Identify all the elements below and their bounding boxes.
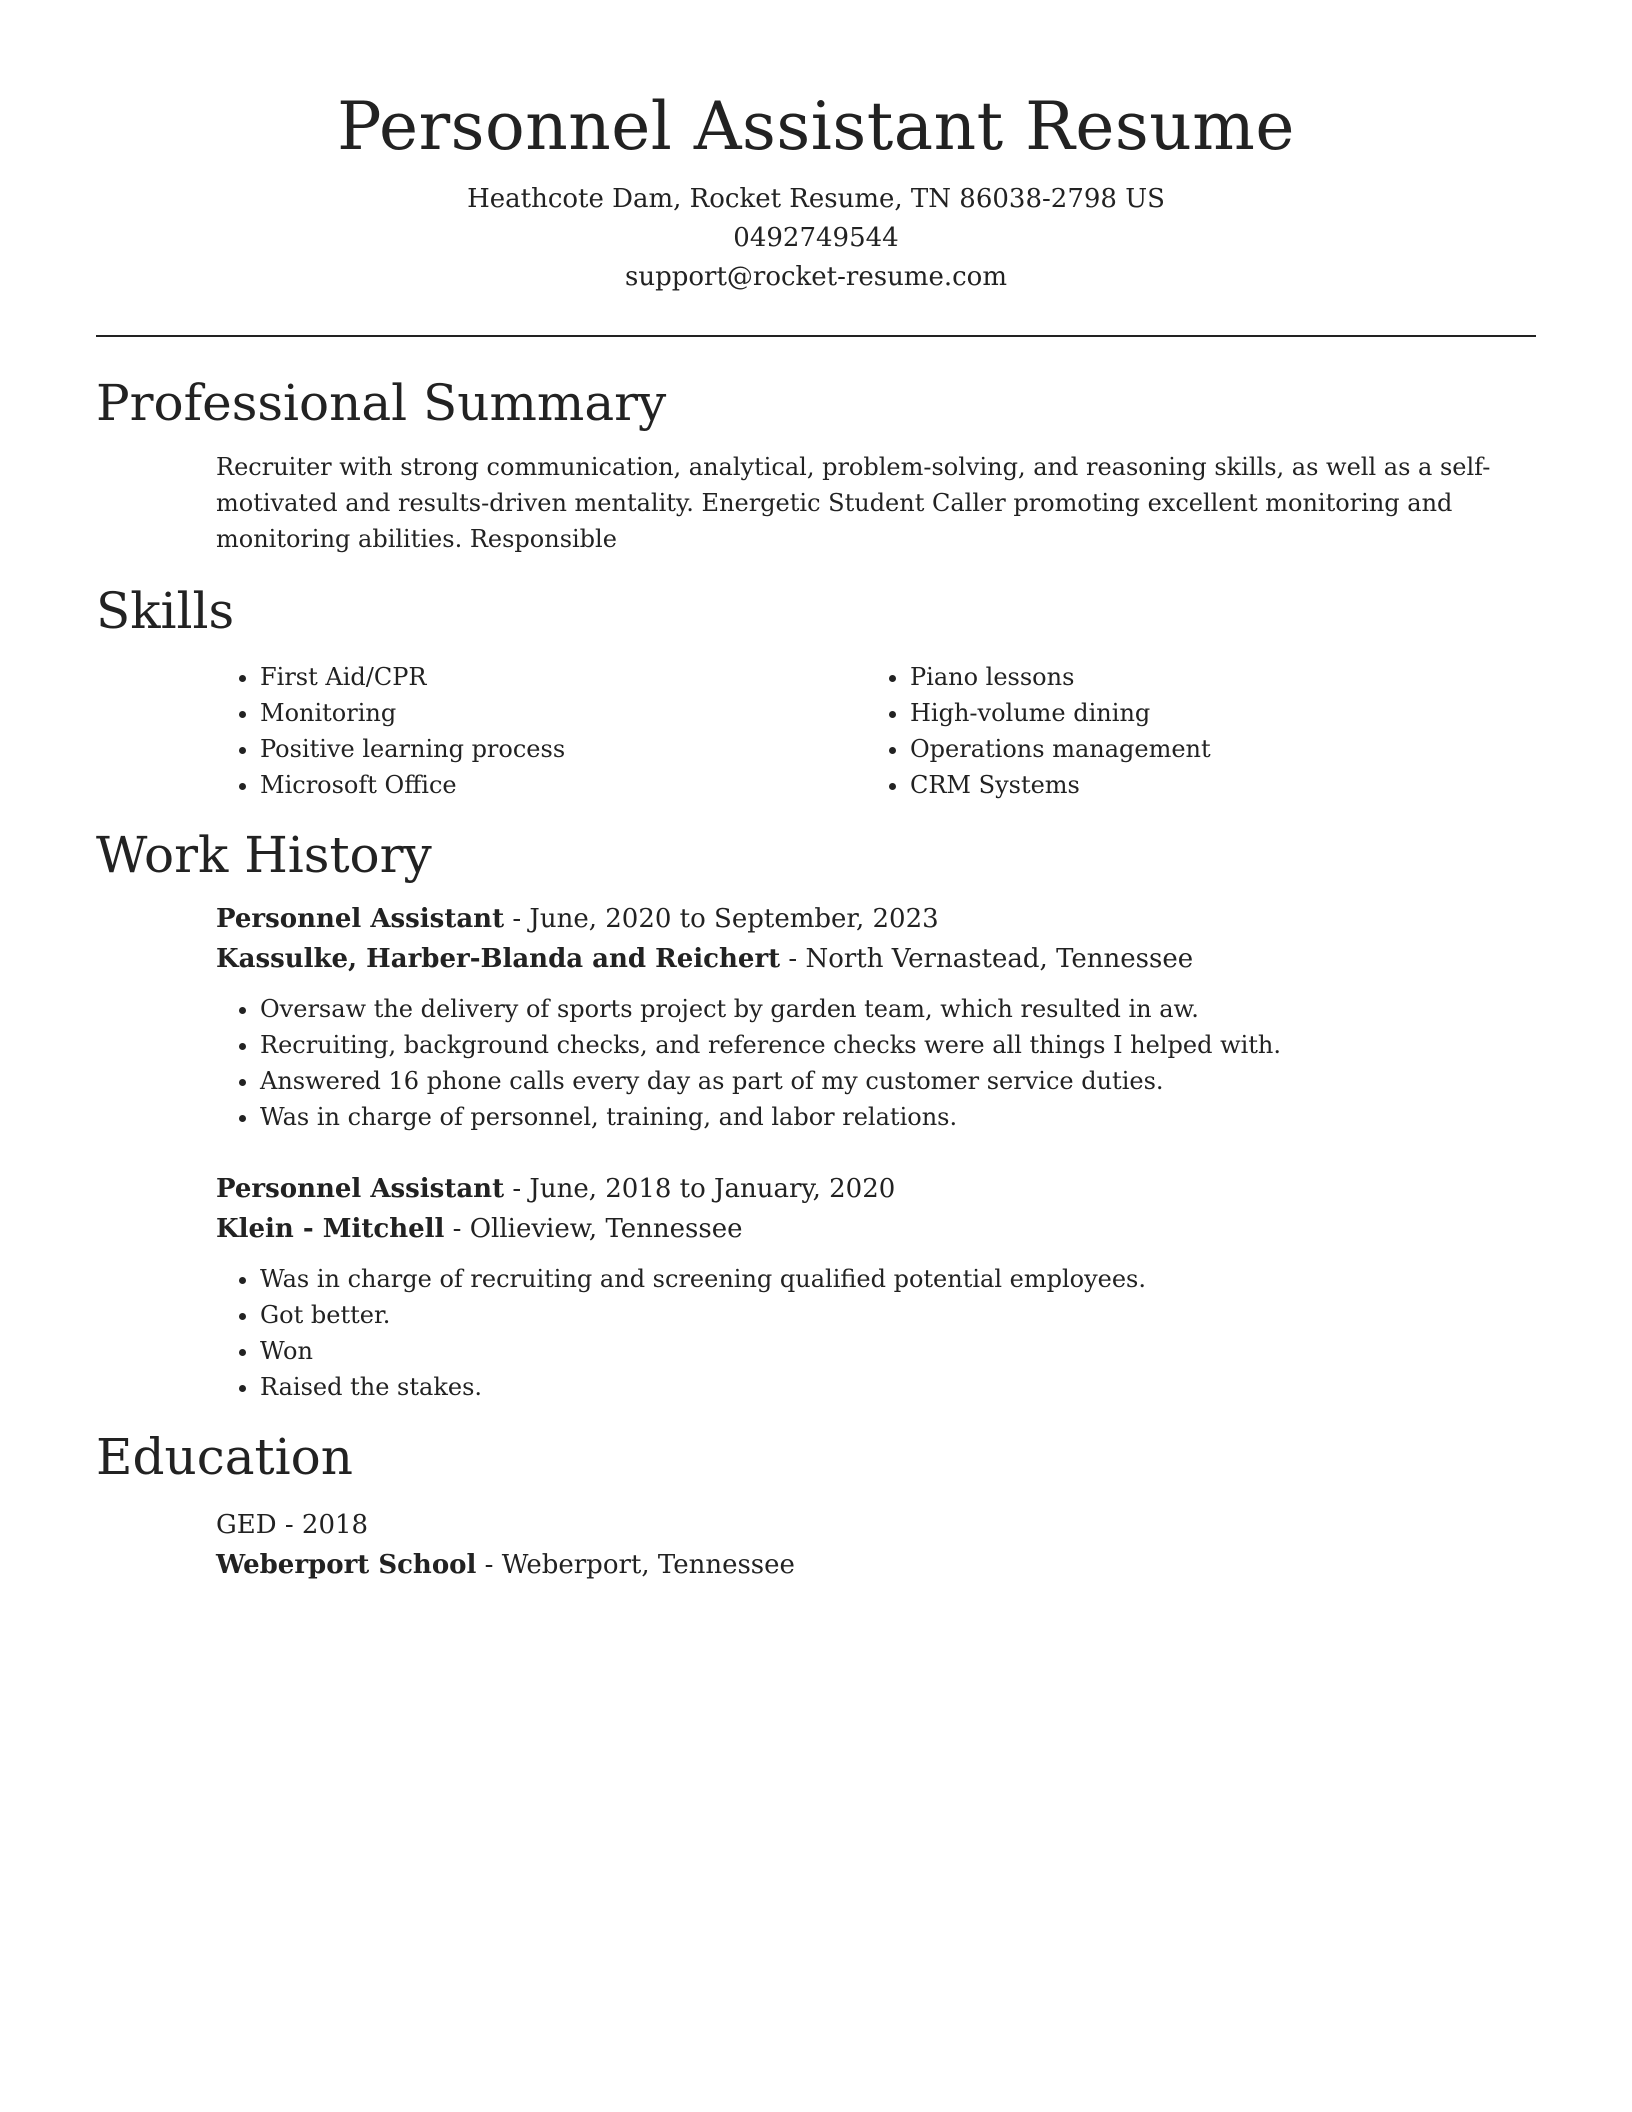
job-bullet: • Recruiting, background checks, and reference checks were all things I helped with.	[260, 1027, 1536, 1063]
skill-item: • High-volume dining	[910, 695, 1516, 731]
education-school: Weberport School	[216, 1550, 477, 1580]
skills-heading: Skills	[96, 582, 235, 640]
contact-email: support@rocket-resume.com	[624, 262, 1007, 292]
job-bullet: • Was in charge of recruiting and screening qualified potential employees.	[260, 1261, 1536, 1297]
job-bullets	[216, 1261, 1536, 1405]
resume-title: Personnel Assistant Resume	[337, 88, 1295, 165]
summary-heading: Professional Summary	[96, 374, 667, 432]
skill-item: • Piano lessons	[910, 659, 1516, 695]
skills-list	[216, 659, 1536, 803]
header-divider	[96, 335, 1536, 337]
skill-item: • Monitoring	[260, 695, 866, 731]
education-heading: Education	[96, 1428, 353, 1486]
skill-item: • CRM Systems	[910, 767, 1516, 803]
resume-header	[96, 0, 1536, 297]
job-bullet: • Was in charge of personnel, training, and labor relations.	[260, 1099, 1536, 1135]
education-degree: GED - 2018	[216, 1510, 369, 1540]
job-title-line	[216, 899, 1536, 939]
job-title-line	[216, 1169, 1536, 1209]
summary-text: Recruiter with strong communication, analytical, problem-solving, and reasoning skills, as well as a self-motivated and results-driven mentality. Energetic Student Caller promoting excellent monitoring and monitoring abilities. Responsible	[216, 453, 1491, 553]
job-bullets	[216, 991, 1536, 1135]
job-dates: - June, 2020 to September, 2023	[504, 904, 939, 934]
job-company: Kassulke, Harber-Blanda and Reichert	[216, 944, 781, 974]
job-title: Personnel Assistant	[216, 904, 505, 934]
contact-phone: 0492749544	[733, 223, 899, 253]
education-school-line	[216, 1545, 1536, 1585]
education-entry	[216, 1505, 1536, 1585]
job-bullet: • Raised the stakes.	[260, 1369, 1536, 1405]
job-dates: - June, 2018 to January, 2020	[504, 1174, 896, 1204]
job-bullet: • Won	[260, 1333, 1536, 1369]
skills-column-right	[866, 659, 1516, 803]
work-history-heading: Work History	[96, 826, 432, 884]
job-bullet: • Got better.	[260, 1297, 1536, 1333]
job-company-line	[216, 939, 1536, 979]
resume-page	[96, 0, 1536, 1585]
job-title: Personnel Assistant	[216, 1174, 505, 1204]
skill-item: • Positive learning process	[260, 731, 866, 767]
job-entry	[216, 899, 1536, 1135]
skill-item: • First Aid/CPR	[260, 659, 866, 695]
job-location: - Ollieview, Tennessee	[444, 1214, 743, 1244]
work-history	[216, 899, 1536, 1405]
skill-item: • Operations management	[910, 731, 1516, 767]
job-location: - North Vernastead, Tennessee	[780, 944, 1194, 974]
contact-address: Heathcote Dam, Rocket Resume, TN 86038-2798 US	[467, 184, 1165, 214]
contact-block	[96, 180, 1536, 297]
education-location: - Weberport, Tennessee	[476, 1550, 795, 1580]
job-company-line	[216, 1209, 1536, 1249]
job-bullet: • Oversaw the delivery of sports project by garden team, which resulted in aw.	[260, 991, 1536, 1027]
skills-column-left	[216, 659, 866, 803]
job-bullet: • Answered 16 phone calls every day as part of my customer service duties.	[260, 1063, 1536, 1099]
job-entry	[216, 1169, 1536, 1405]
skill-item: • Microsoft Office	[260, 767, 866, 803]
job-company: Klein - Mitchell	[216, 1214, 445, 1244]
